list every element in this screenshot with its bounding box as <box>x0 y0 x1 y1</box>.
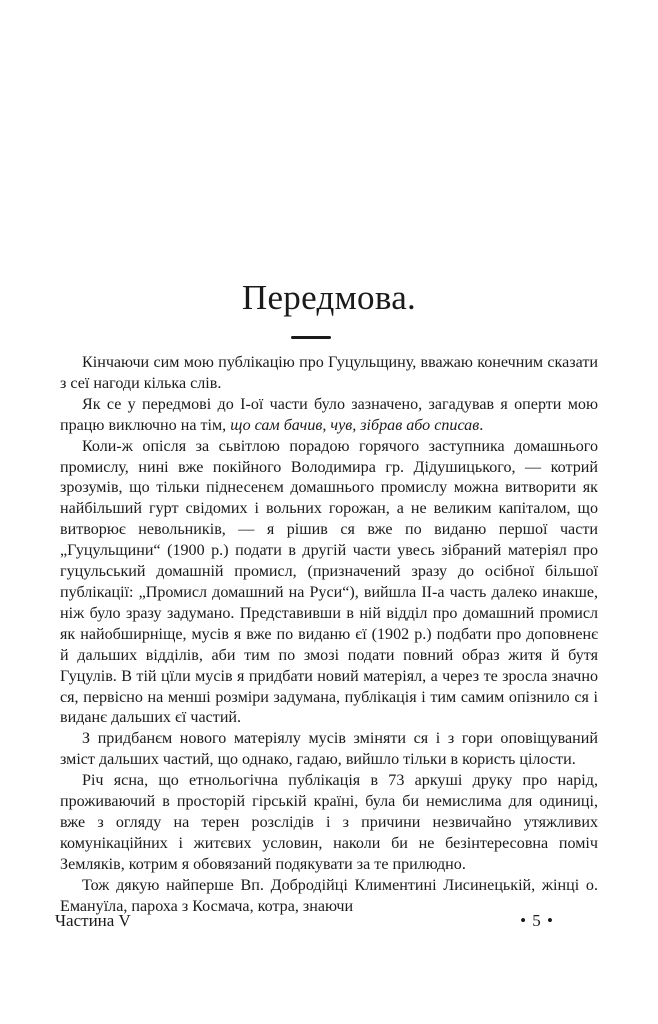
page-title: Передмова. <box>241 278 417 317</box>
paragraph-5-text: Річ ясна, що етнольогічна публікація в 73 аркуші друку про нарід, проживаючий в просторій гірській країні, була би немислима для одиниці, вже з огляду на терен розслідів і з причини незвичайно утяжливих комунікаційних і житєвих условин, наколи би не безінтересовна поміч Земляків, котрим я обовязаний подякувати за те прилюдно. <box>60 772 598 873</box>
paragraph-3 <box>60 437 598 730</box>
paragraph-6-text: Тож дякую найперше Вп. Добродійці Климентині Лисинецькій, жінці о. Емануїла, пароха з Космача, котра, знаючи <box>60 876 598 915</box>
paragraph-2-italic: що сам бачив, чув, зібрав або списав <box>230 416 480 434</box>
paragraph-4-text: З придбанєм нового матеріялу мусів зміняти ся і з гори оповіщуваний зміст дальших частий, що однако, гадаю, вийшло тільки в користь цілости. <box>60 730 598 769</box>
title-divider <box>291 336 331 339</box>
footer-page-number: • 5 • <box>520 911 554 930</box>
paragraph-5 <box>60 771 598 876</box>
paragraph-1 <box>60 353 598 395</box>
body-text <box>60 353 598 917</box>
paragraph-2 <box>60 395 598 437</box>
paragraph-2-text: Як се у передмові до І-ої части було зазначено, загадував я оперти мою працю виключно на тім, <box>60 395 598 434</box>
paragraph-1-text: Кінчаючи сим мою публікацію про Гуцульщину, вважаю конечним сказати з сеї нагоди кілька слів. <box>60 354 598 392</box>
paragraph-3-text: Коли-ж опісля за сьвітлою порадою горячого заступника домашнього промислу, нині вже покійного Володимира гр. Дідушицького, — котрий зрозумів, що тільки піднесенєм домашнього промислу можна витворити як найбільший гурт свідомих і вольних горожан, а не великим капіталом, що витворює невольників, — я рішив ся вже по виданю першої части „Гуцульщини“ (1900 р.) подати в другій части увесь зібраний матеріял про гуцульський домашній промисл, (призначений зразу до осібної більшої публікації: „Промисл домашний на Руси“), вийшла II-а часть далеко инакше, ніж було зразу задумано. Представивши в ній відділ про домашний промисл як найобширніще, мусів я вже по виданю єї (1902 р.) подбати про доповненє й дальших відділів, аби тим по змозі подати повний образ житя й бутя Гуцулів. В тій цїли мусів я придбати новий матеріял, а через те зросла значно ся, первісно на менші розміри задумана, публікація і тим самим опізнило ся і виданє дальших єї частий. <box>60 437 598 727</box>
footer-part-label: Частина V <box>55 911 131 930</box>
paragraph-6 <box>60 876 598 918</box>
paragraph-4 <box>60 729 598 771</box>
paragraph-2-end: . <box>479 416 484 434</box>
